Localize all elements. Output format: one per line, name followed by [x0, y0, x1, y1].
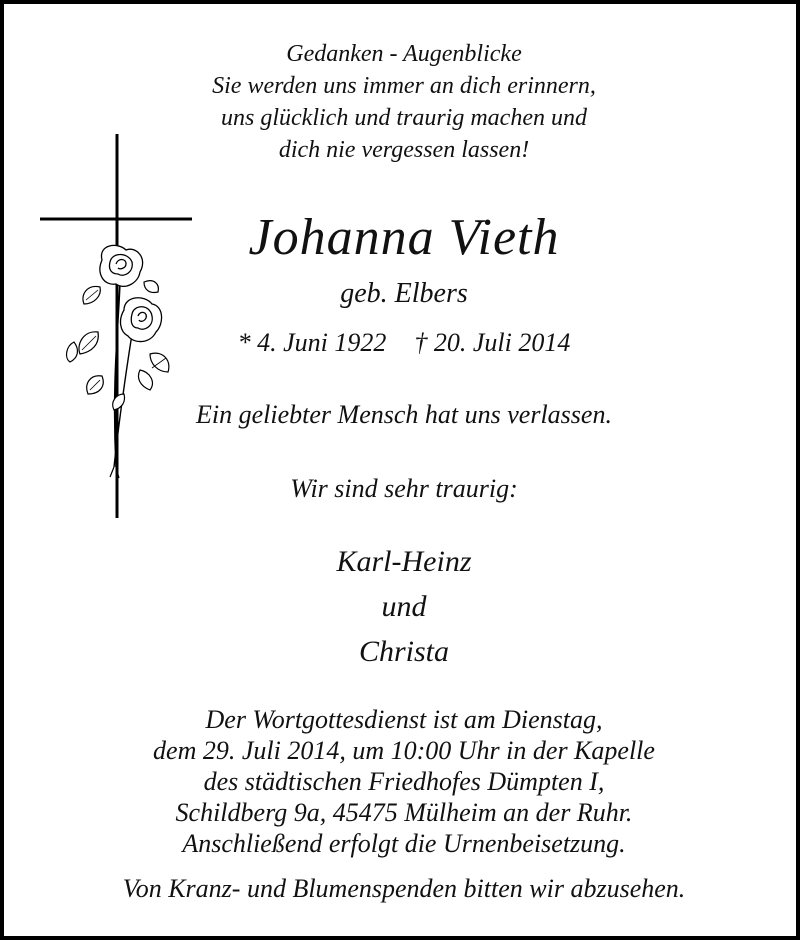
service-line: Anschließend erfolgt die Urnenbeisetzung. [182, 829, 626, 858]
mourner-joiner: und [381, 590, 427, 623]
poem-line: uns glücklich und traurig machen und [221, 105, 587, 131]
service-line: Der Wortgottesdienst ist am Dienstag, [205, 705, 603, 734]
funeral-service-info [4, 704, 800, 859]
poem-line: Sie werden uns immer an dich erinnern, [212, 73, 596, 99]
closing-request: Von Kranz- und Blumenspenden bitten wir abzusehen. [122, 874, 686, 903]
life-dates [4, 326, 800, 360]
poem-line: dich nie vergessen lassen! [278, 137, 530, 163]
loss-statement: Ein geliebter Mensch hat uns verlassen. [196, 400, 612, 429]
mourner-name: Christa [358, 635, 450, 668]
birth-name: geb. Elbers [340, 278, 468, 309]
deceased-name: Johanna Vieth [248, 209, 560, 266]
mourner-name: Karl-Heinz [336, 545, 472, 578]
service-line: des städtischen Friedhofes Dümpten I, [203, 767, 605, 796]
grief-statement: Wir sind sehr traurig: [290, 474, 518, 503]
service-line: Schildberg 9a, 45475 Mülheim an der Ruhr. [175, 798, 633, 827]
death-date: † 20. Juli 2014 [414, 328, 571, 357]
mourners-list [4, 539, 800, 674]
service-line: dem 29. Juli 2014, um 10:00 Uhr in der Kapelle [153, 736, 655, 765]
poem-line: Gedanken - Augenblicke [286, 41, 522, 67]
birth-date: * 4. Juni 1922 [237, 328, 387, 357]
